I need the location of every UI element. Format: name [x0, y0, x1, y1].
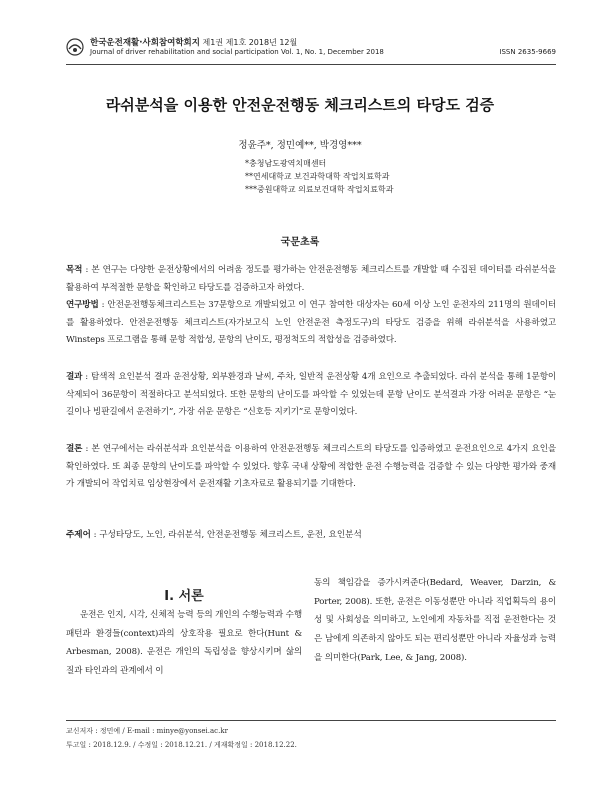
body-text-left-column: 운전은 인지, 시각, 신체적 능력 등의 개인의 수행능력과 수행패턴과 환경들(context)과의 상호작용 필요로 한다(Hunt & Arbesman, 2008). 운전은 개인의 독립성을 향상시키며 삶의 질과 타인과의 관계에서 이	[66, 610, 302, 677]
paper-title: 라쉬분석을 이용한 안전운전행동 체크리스트의 타당도 검증	[105, 96, 495, 114]
abstract-results: 결과 : 탐색적 요인분석 결과 운전상황, 외부환경과 날씨, 주차, 일반적 운전상황 4개 요인으로 추출되었다. 라쉬 분석을 통해 1문항이 삭제되어 36문항이 적절하다고 분석되었다. 또한 문항의 난이도를 파악할 수 있었는데 문항 난이도 분석결과 가장 어려운 문항은 “눈길이나 빙판길에서 운전하기”, 가장 쉬운 문항은 “신호등 지키기”로 문항이었다.	[66, 372, 556, 417]
corresponding-author: 교신저자 : 정민예 / E-mail : minye@yonsei.ac.kr	[66, 727, 228, 735]
section-title-introduction: Ⅰ. 서론	[164, 589, 204, 604]
abstract-purpose: 목적 : 본 연구는 다양한 운전상황에서의 어려움 정도를 평가하는 안전운전행동 체크리스트를 개발할 때 수집된 데이터를 라쉬분석을 활용하여 부적절한 문항을 확인하고 타당도를 검증하고자 하였다.	[66, 265, 556, 293]
journal-header	[66, 36, 556, 62]
journal-name-kr: 한국운전재활·사회참여학회지 제1권 제1호 2018년 12월	[90, 38, 298, 48]
body-text-right-column: 동의 책임감을 증가시켜준다(Bedard, Weaver, Darzin, & Porter, 2008). 또한, 운전은 이동성뿐만 아니라 직업획득의 용이성 및 사회성을 의미하고, 노인에게 자동차를 직접 운전한다는 것은 남에게 의존하지 않아도 되는 편리성뿐만 아니라 자율성과 능력을 의미한다(Park, Lee, & Jang, 2008).	[314, 578, 556, 663]
abstract-method: 연구방법 : 안전운전행동체크리스트는 37문항으로 개발되었고 이 연구 참여한 대상자는 60세 이상 노인 운전자의 211명의 원데이터를 활용하였다. 안전운전행동 체크리스트(자가보고식 노인 안전운전 측정도구)의 타당도 검증을 위해 라쉬분석을 사용하였고 Winsteps 프로그램을 통해 문항 적합성, 문항의 난이도, 평정척도의 적합성을 검증하였다.	[66, 300, 556, 345]
issn: ISSN 2635-9669	[499, 48, 556, 56]
affiliation-1: *충청남도광역치매센터	[245, 159, 327, 168]
affiliation-2: **연세대학교 보건과학대학 작업치료학과	[245, 172, 390, 181]
abstract-conclusion: 결론 : 본 연구에서는 라쉬분석과 요인분석을 이용하여 안전운전행동 체크리스트의 타당도를 입증하였고 운전요인으로 4가지 요인을 확인하였다. 또 최종 문항의 난이도를 파악할 수 있었다. 향후 국내 상황에 적합한 운전 수행능력을 검증할 수 있는 다양한 평가와 중재가 개발되어 작업치료 임상현장에서 운전재활 기초자료로 활용되기를 기대한다.	[66, 444, 556, 489]
affiliation-3: ***중원대학교 의료보건대학 작업치료학과	[245, 185, 394, 194]
keywords: 주제어 : 구성타당도, 노인, 라쉬분석, 안전운전행동 체크리스트, 운전, 요인분석	[66, 530, 362, 540]
authors: 정윤주*, 정민예**, 박경영***	[238, 140, 362, 151]
submission-dates: 투고일 : 2018.12.9. / 수정일 : 2018.12.21. / 게재확정일 : 2018.12.22.	[66, 741, 297, 749]
journal-name-en: Journal of driver rehabilitation and social participation Vol. 1, No. 1, December 2018	[90, 48, 384, 56]
abstract-heading: 국문초록	[280, 237, 320, 248]
journal-logo-icon	[66, 38, 84, 56]
footer-divider	[66, 720, 556, 721]
header-divider	[66, 64, 556, 65]
